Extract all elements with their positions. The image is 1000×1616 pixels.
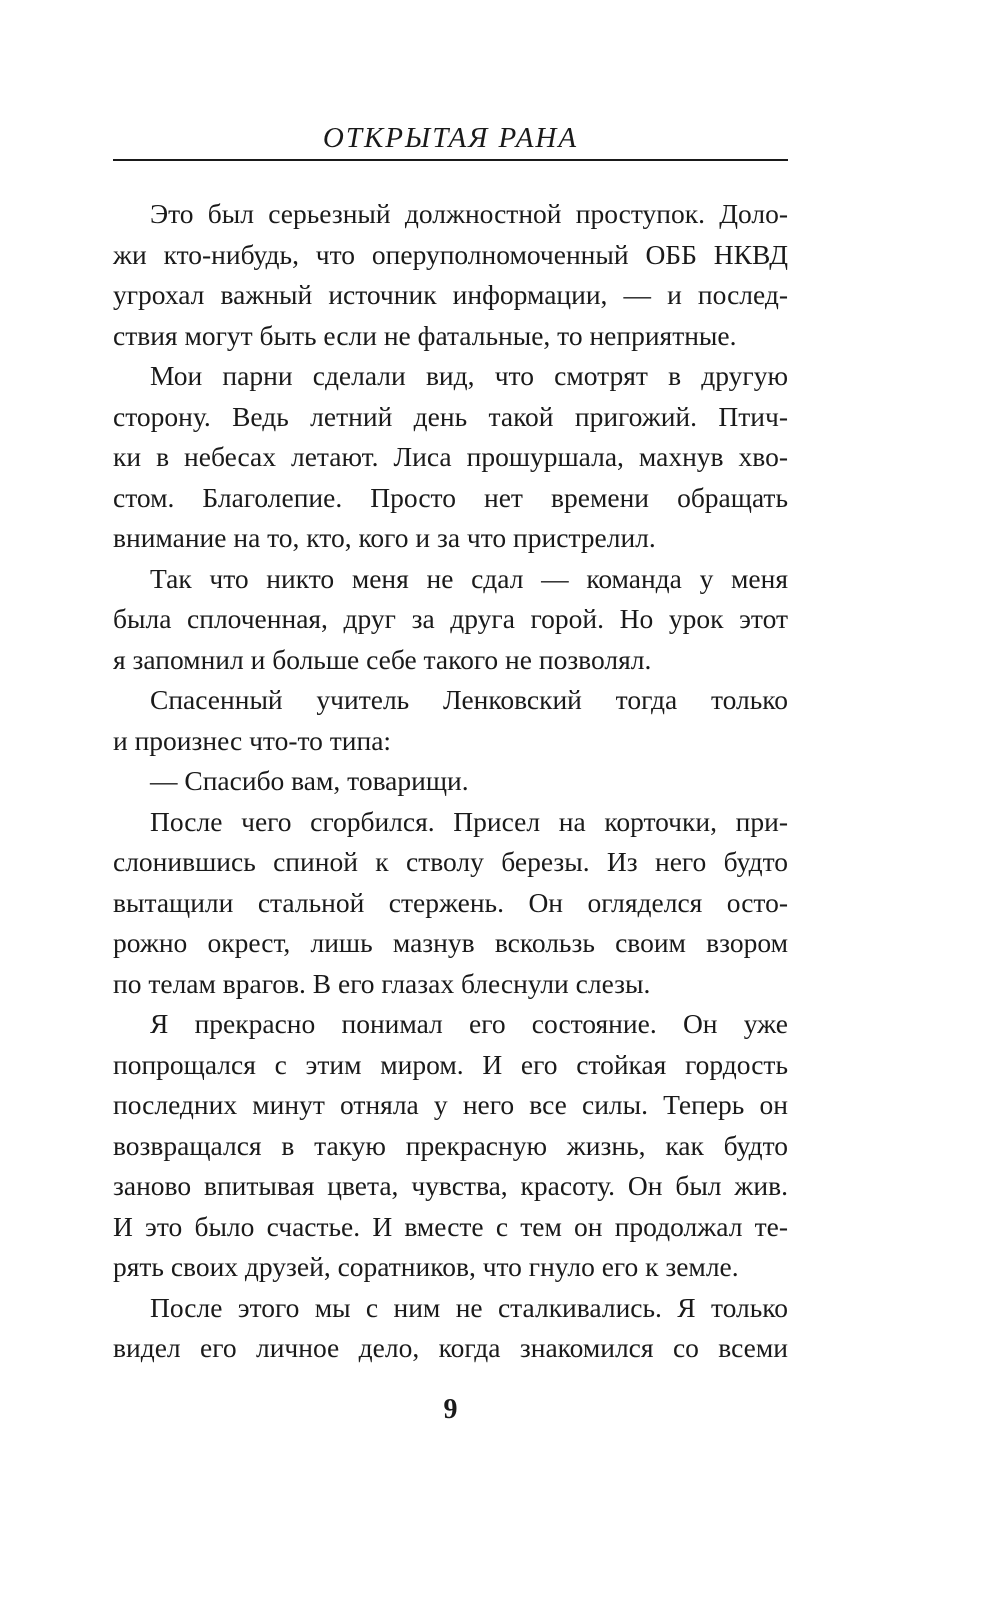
paragraph bbox=[113, 356, 788, 559]
text-line: заново впитывая цвета, чувства, красоту. Он был жив. bbox=[113, 1170, 788, 1201]
text-line: жи кто-нибудь, что оперуполномоченный ОББ НКВД bbox=[113, 238, 788, 270]
text-line: После этого мы с ним не сталкивались. Я только bbox=[150, 1291, 788, 1323]
text-line: ствия могут быть если не фатальные, то неприятные. bbox=[113, 319, 737, 351]
text-line: я запомнил и больше себе такого не позволял. bbox=[113, 643, 652, 675]
text-line: Это был серьезный должностной проступок. Доло- bbox=[150, 198, 788, 229]
text-line: видел его личное дело, когда знакомился со всеми bbox=[113, 1332, 788, 1363]
text-line: Я прекрасно понимал его состояние. Он уже bbox=[150, 1008, 788, 1039]
text-line: ки в небесах летают. Лиса прошуршала, махнув хво- bbox=[113, 441, 788, 472]
text-line: вытащили стальной стержень. Он огляделся осто- bbox=[113, 886, 788, 918]
text-line: внимание на то, кто, кого и за что пристрелил. bbox=[113, 522, 656, 553]
text-line: сторону. Ведь летний день такой пригожий. Птич- bbox=[113, 400, 788, 432]
text-line: была сплоченная, друг за друга горой. Но урок этот bbox=[113, 603, 788, 634]
text-line: попрощался с этим миром. И его стойкая гордость bbox=[113, 1048, 788, 1080]
text-line: угрохал важный источник информации, — и послед- bbox=[113, 279, 788, 310]
text-line: Так что никто меня не сдал — команда у меня bbox=[150, 562, 788, 594]
paragraph bbox=[113, 1004, 788, 1288]
header-rule bbox=[113, 159, 788, 161]
paragraph bbox=[113, 680, 788, 761]
paragraph bbox=[113, 802, 788, 1005]
text-line: Спасенный учитель Ленковский тогда только bbox=[150, 684, 788, 715]
paragraph bbox=[113, 761, 788, 802]
text-line: по телам врагов. В его глазах блеснули слезы. bbox=[113, 967, 651, 999]
text-line: После чего сгорбился. Присел на корточки, при- bbox=[150, 805, 788, 837]
text-line: и произнес что-то типа: bbox=[113, 724, 392, 756]
text-line: последних минут отняла у него все силы. Теперь он bbox=[113, 1089, 788, 1120]
body-text bbox=[113, 194, 788, 1369]
text-line: слонившись спиной к стволу березы. Из него будто bbox=[113, 846, 788, 877]
text-line: И это было счастье. И вместе с тем он продолжал те- bbox=[113, 1210, 788, 1242]
text-line: рожно окрест, лишь мазнув вскользь своим взором bbox=[113, 927, 788, 958]
text-line: стом. Благолепие. Просто нет времени обращать bbox=[113, 481, 788, 513]
text-line: Мои парни сделали вид, что смотрят в другую bbox=[150, 360, 788, 391]
text-line: рять своих друзей, соратников, что гнуло его к земле. bbox=[113, 1251, 739, 1282]
paragraph bbox=[113, 559, 788, 681]
paragraph bbox=[113, 194, 788, 356]
page-number: 9 bbox=[443, 1394, 458, 1425]
running-head: ОТКРЫТАЯ РАНА bbox=[322, 122, 579, 154]
text-line: возвращался в такую прекрасную жизнь, как будто bbox=[113, 1129, 788, 1161]
paragraph bbox=[113, 1288, 788, 1369]
text-line: — Спасибо вам, товарищи. bbox=[150, 765, 469, 796]
